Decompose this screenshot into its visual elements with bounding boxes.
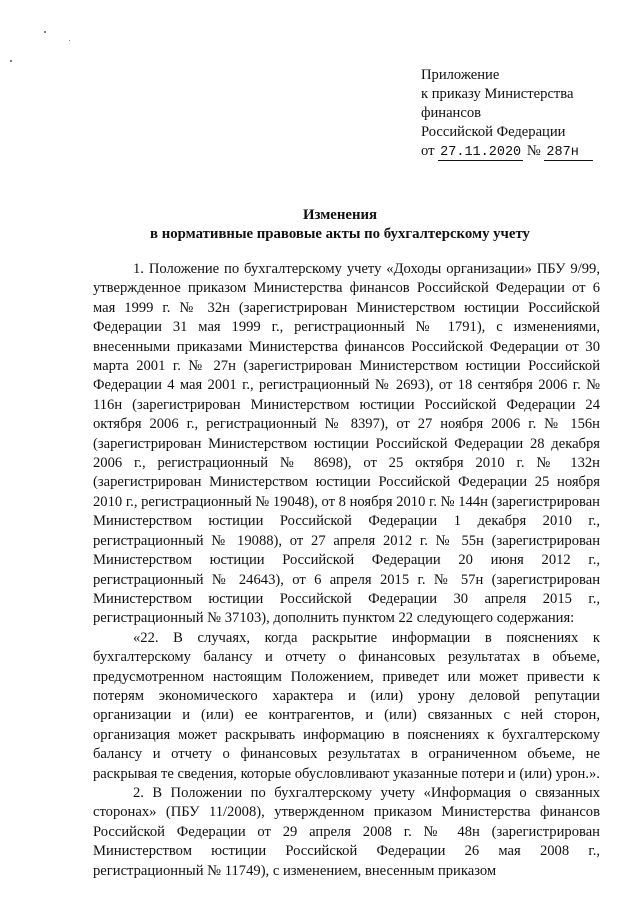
paragraph: 1. Положение по бухгалтерскому учету «Доходы организации» ПБУ 9/99, утвержденное приказом Министерства финансов Российской Федерации от 6 мая 1999 г. № 32н (зарегистрирован Министерством юстиции Российской Федерации 31 мая 1999 г., регистрационный № 1791), с изменениями, внесенными приказами Министерства финансов Российской Федерации от 30 марта 2001 г. № 27н (зарегистрирован Министерством юстиции Российской Федерации 4 мая 2001 г., регистрационный № 2693), от 18 сентября 2006 г. № 116н (зарегистрирован Министерством юстиции Российской Федерации 24 октября 2006 г., регистрационный № 8397), от 27 ноября 2006 г. № 156н (зарегистрирован Министерством юстиции Российской Федерации 28 декабря 2006 г., регистрационный № 8698), от 25 октября 2010 г. № 132н (зарегистрирован Министерством юстиции Российской Федерации 25 ноября 2010 г., регистрационный № 19048), от 8 ноября 2010 г. № 144н (зарегистрирован Министерством юстиции Российской Федерации 1 декабря 2010 г., регистрационный № 19088), от 27 апреля 2012 г. № 55н (зарегистрирован Министерством юстиции Российской Федерации 20 июня 2012 г., регистрационный № 24643), от 6 апреля 2015 г. № 57н (зарегистрирован Министерством юстиции Российской Федерации 30 апреля 2015 г., регистрационный № 37103), дополнить пунктом 22 следующего содержания: — [93, 261, 600, 627]
order-date-line — [421, 142, 611, 162]
date-prefix: от — [421, 143, 435, 159]
order-number: 287н — [544, 145, 592, 161]
appendix-line: Российской Федерации — [421, 124, 566, 140]
title-line: Изменения — [302, 207, 378, 223]
appendix-block — [421, 66, 611, 162]
appendix-line: финансов — [421, 105, 482, 121]
number-prefix: № — [526, 143, 541, 159]
scan-speck — [44, 31, 46, 33]
scan-speck — [69, 40, 70, 41]
document-body — [93, 260, 600, 881]
appendix-line: Приложение — [421, 67, 500, 83]
title-line: в нормативные правовые акты по бухгалтерскому учету — [150, 226, 530, 242]
appendix-line: к приказу Министерства — [421, 86, 574, 102]
paragraph: 2. В Положении по бухгалтерскому учету «Информация о связанных сторонах» (ПБУ 11/2008), утвержденном приказом Министерства финансов Российской Федерации от 29 апреля 2008 г. № 48н (зарегистрирован Министерством юстиции Российской Федерации 26 мая 2008 г., регистрационный № 11749), с изменением, внесенным приказом — [93, 784, 600, 879]
scan-speck — [10, 60, 12, 62]
paragraph: «22. В случаях, когда раскрытие информации в пояснениях к бухгалтерскому балансу и отчету о финансовых результатах в объеме, предусмотренном настоящим Положением, приведет или может привести к потерям экономического характера и (или) урону деловой репутации организации и (или) ее контрагентов, и (или) связанных с ней сторон, организация может раскрывать информацию в пояснениях к бухгалтерскому балансу и отчету о финансовых результатах в ограниченном объеме, не раскрывая те сведения, которые обусловливают указанные потери и (или) урон.». — [93, 629, 600, 782]
document-title — [80, 206, 600, 244]
order-date: 27.11.2020 — [440, 145, 522, 160]
